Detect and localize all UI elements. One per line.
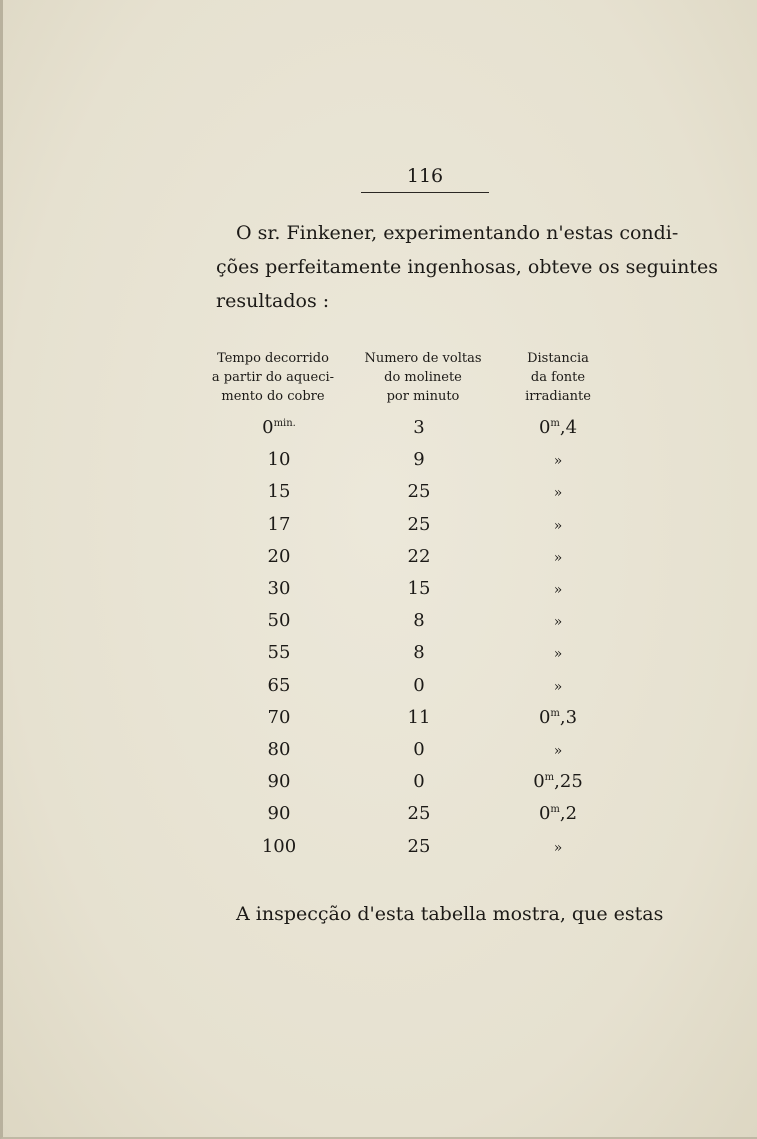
cell-distance [523,541,593,574]
cell-time [249,670,309,702]
cell-time [249,412,309,444]
distance-value: 0 [538,706,551,728]
cell-time [249,541,309,573]
ditto-mark: » [553,485,563,502]
text-line: A inspecção d'esta tabella mostra, que estas [236,903,664,925]
table-row [3,509,757,541]
distance-value: 0 [533,771,545,793]
time-value: 20 [267,545,291,567]
page-number: 116 [406,165,444,187]
table-row [3,734,757,766]
time-value: 55 [267,642,291,664]
cell-time [249,476,309,508]
time-value: 15 [267,481,291,503]
time-value: 30 [267,578,291,599]
cell-time [249,444,309,476]
distance-decimal: ,25 [554,771,583,793]
distance-decimal: ,3 [559,706,578,728]
cell-distance [523,670,593,703]
table-row [3,831,757,863]
cell-turns: 25 [407,803,431,825]
cell-distance [523,412,593,444]
ditto-mark: » [553,614,563,631]
ditto-mark: » [553,453,563,470]
cell-turns: 0 [413,739,425,760]
cell-turns: 9 [413,449,425,471]
table-row [3,412,757,444]
time-value: 100 [261,835,297,857]
ditto-mark: » [553,517,563,534]
cell-distance [523,637,593,670]
time-value: 50 [267,610,291,632]
ditto-mark: » [553,743,563,759]
intro-paragraph [216,216,718,318]
cell-turns: 8 [413,610,425,632]
table-row [3,798,757,830]
table-row [3,766,757,798]
table-row [3,605,757,637]
cell-distance [523,766,593,798]
text-line: O sr. Finkener, experimentando n'estas condi- [236,222,679,244]
distance-unit: m [550,707,560,719]
cell-time [249,798,309,830]
table-row [3,702,757,734]
column-header-time: Tempo decorrido a partir do aqueci- mento do cobre [211,351,335,404]
text-line: ções perfeitamente ingenhosas, obteve os seguintes [216,256,718,278]
cell-turns: 25 [407,513,431,535]
cell-time [249,702,309,734]
column-header-turns: Numero de voltas do molinete por minuto [364,351,482,404]
table-row [3,573,757,605]
cell-time [249,734,309,766]
time-value: 90 [267,771,291,793]
distance-value: 0 [538,417,551,438]
closing-paragraph [216,897,664,931]
cell-turns: 11 [407,706,431,728]
time-value: 0 [262,417,274,438]
cell-distance [523,573,593,606]
cell-turns: 25 [407,835,431,857]
time-value: 17 [267,513,291,535]
cell-turns: 0 [413,771,425,793]
table-row [3,476,757,508]
distance-unit: m [550,804,560,816]
header-rule [361,192,489,193]
distance-unit: m [550,418,560,429]
distance-decimal: ,2 [559,803,578,825]
cell-distance [523,798,593,830]
time-unit: min. [273,418,296,429]
table-row [3,444,757,476]
time-value: 70 [267,706,291,728]
ditto-mark: » [553,839,563,856]
cell-distance [523,831,593,864]
cell-distance [523,509,593,542]
cell-turns: 0 [413,674,425,696]
ditto-mark: » [553,646,563,663]
cell-turns: 25 [407,481,431,503]
cell-distance [523,734,593,767]
cell-time [249,831,309,863]
ditto-mark: » [553,678,563,695]
cell-time [249,509,309,541]
cell-distance [523,476,593,509]
distance-decimal: ,4 [559,417,578,438]
cell-turns: 8 [413,642,425,664]
table-row [3,670,757,702]
distance-value: 0 [538,803,551,825]
text-line: resultados : [216,290,330,312]
time-value: 80 [267,739,291,760]
cell-distance [523,605,593,638]
cell-turns: 15 [407,578,431,599]
ditto-mark: » [553,582,563,598]
time-value: 10 [267,449,291,471]
time-value: 90 [267,803,291,825]
distance-unit: m [544,772,555,784]
time-value: 65 [267,674,291,696]
cell-time [249,637,309,669]
table-row [3,541,757,573]
cell-distance [523,702,593,734]
table-row [3,637,757,669]
cell-time [249,766,309,798]
cell-turns: 3 [413,417,425,438]
cell-distance [523,444,593,477]
cell-time [249,605,309,637]
cell-time [249,573,309,605]
cell-turns: 22 [407,545,431,567]
ditto-mark: » [553,549,563,566]
column-header-distance: Distancia da fonte irradiante [525,351,591,404]
